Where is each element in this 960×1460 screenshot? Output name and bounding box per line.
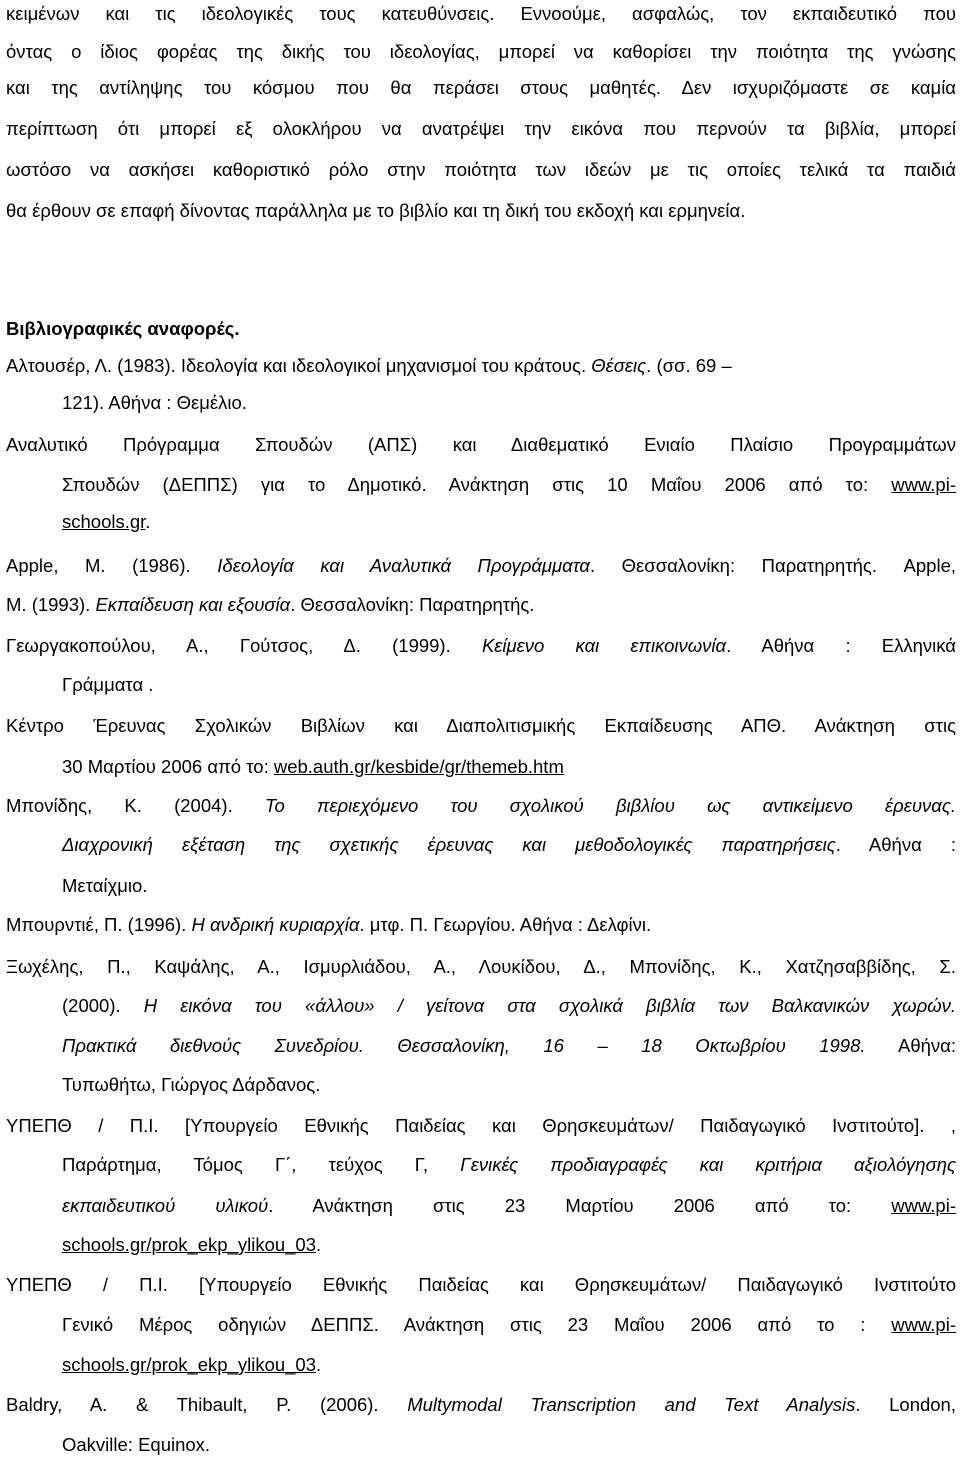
reference-althusser: Αλτουσέρ, Λ. (1983). Ιδεολογία και ιδεολογικοί μηχανισμοί του κράτους. Θέσεις. (σσ. 69 – [6,355,732,376]
reference-baldry: Baldry, A. & Thibault, P. (2006). Multymodal Transcription and Text Analysis. London, [6,1394,956,1415]
aps-link-cont[interactable]: schools.gr [62,511,146,532]
body-paragraph-line: ωστόσο να ασκήσει καθοριστικό ρόλο στην ποιότητα των ιδεών με τις οποίες τελικά τα παιδιά [6,159,956,180]
reference-ypepth-2-cont: Γενικό Μέρος οδηγιών ΔΕΠΠΣ. Ανάκτηση στις 23 Μαΐου 2006 από το : www.pi- [62,1314,956,1335]
reference-bonidis-cont: Μεταίχμιο. [62,875,148,896]
reference-apple: Apple, M. (1986). Ιδεολογία και Αναλυτικά Προγράμματα. Θεσσαλονίκη: Παρατηρητής. Apple, [6,555,956,576]
reference-baldry-cont: Oakville: Equinox. [62,1434,211,1455]
reference-aps-cont: schools.gr. [62,511,151,532]
reference-aps-cont: Σπουδών (ΔΕΠΠΣ) για το Δημοτικό. Ανάκτηση στις 10 Μαΐου 2006 από το: www.pi- [62,474,956,495]
reference-kentro-cont: 30 Μαρτίου 2006 από το: web.auth.gr/kesbide/gr/themeb.htm [62,756,564,777]
reference-ypepth-1: ΥΠΕΠΘ / Π.Ι. [Υπουργείο Εθνικής Παιδείας και Θρησκευμάτων/ Παιδαγωγικό Ινστιτούτο]. , [6,1115,956,1136]
body-paragraph-line: όντας ο ίδιος φορέας της δικής του ιδεολογίας, μπορεί να καθορίσει την ποιότητα της γνώσης [6,41,956,62]
body-paragraph-line: θα έρθουν σε επαφή δίνοντας παράλληλα με το βιβλίο και τη δική του εκδοχή και ερμηνεία. [6,200,746,221]
reference-bonidis-cont: Διαχρονική εξέταση της σχετικής έρευνας και μεθοδολογικές παρατηρήσεις. Αθήνα : [62,834,957,855]
references-heading: Βιβλιογραφικές αναφορές. [6,318,240,339]
reference-georgakopoulou: Γεωργακοπούλου, Α., Γούτσος, Δ. (1999). Κείμενο και επικοινωνία. Αθήνα : Ελληνικά [6,635,957,656]
body-paragraph-line: και της αντίληψης του κόσμου που θα περάσει στους μαθητές. Δεν ισχυριζόμαστε σε καμία [6,77,956,98]
reference-althusser-cont: 121). Αθήνα : Θεμέλιο. [62,392,247,413]
reference-ypepth-2-cont: schools.gr/prok_ekp_ylikou_03. [62,1354,322,1375]
kentro-link[interactable]: web.auth.gr/kesbide/gr/themeb.htm [273,756,564,777]
reference-xochelis: Ξωχέλης, Π., Καψάλης, Α., Ισμυρλιάδου, Α., Λουκίδου, Δ., Μπονίδης, Κ., Χατζησαββίδης, Σ. [6,956,956,977]
reference-bourdieu: Μπουρντιέ, Π. (1996). Η ανδρική κυριαρχία. μτφ. Π. Γεωργίου. Αθήνα : Δελφίνι. [6,914,652,935]
reference-kentro: Κέντρο Έρευνας Σχολικών Βιβλίων και Διαπολιτισμικής Εκπαίδευσης ΑΠΘ. Ανάκτηση στις [6,715,956,736]
ypepth-1-link[interactable]: www.pi- [891,1195,956,1216]
reference-xochelis-cont: Τυπωθήτω, Γιώργος Δάρδανος. [62,1074,321,1095]
reference-ypepth-1-cont: schools.gr/prok_ekp_ylikou_03. [62,1234,322,1255]
reference-bonidis: Μπονίδης, Κ. (2004). Το περιεχόμενο του σχολικού βιβλίου ως αντικείμενο έρευνας. [6,795,956,816]
aps-link[interactable]: www.pi- [891,474,956,495]
reference-ypepth-2: ΥΠΕΠΘ / Π.Ι. [Υπουργείο Εθνικής Παιδείας και Θρησκευμάτων/ Παιδαγωγικό Ινστιτούτο [6,1274,956,1295]
ypepth-2-link-cont[interactable]: schools.gr/prok_ekp_ylikou_03 [62,1354,317,1375]
body-paragraph-line: κειμένων και τις ιδεολογικές τους κατευθύνσεις. Εννοούμε, ασφαλώς, τον εκπαιδευτικό που [6,3,956,24]
reference-xochelis-cont: Πρακτικά διεθνούς Συνεδρίου. Θεσσαλονίκη, 16 – 18 Οκτωβρίου 1998. Αθήνα: [62,1035,957,1056]
reference-georgakopoulou-cont: Γράμματα . [62,674,154,695]
reference-ypepth-1-cont: Παράρτημα, Τόμος Γ΄, τεύχος Γ, Γενικές προδιαγραφές και κριτήρια αξιολόγησης [62,1154,956,1175]
reference-ypepth-1-cont: εκπαιδευτικού υλικού. Ανάκτηση στις 23 Μαρτίου 2006 από το: www.pi- [62,1195,956,1216]
reference-xochelis-cont: (2000). Η εικόνα του «άλλου» / γείτονα στα σχολικά βιβλία των Βαλκανικών χωρών. [62,995,956,1016]
body-paragraph-line: περίπτωση ότι μπορεί εξ ολοκλήρου να ανατρέψει την εικόνα που περνούν τα βιβλία, μπορεί [6,118,956,139]
reference-apple-cont: M. (1993). Εκπαίδευση και εξουσία. Θεσσαλονίκη: Παρατηρητής. [6,594,535,615]
ypepth-1-link-cont[interactable]: schools.gr/prok_ekp_ylikou_03 [62,1234,317,1255]
reference-aps: Αναλυτικό Πρόγραμμα Σπουδών (ΑΠΣ) και Διαθεματικό Ενιαίο Πλαίσιο Προγραμμάτων [6,434,956,455]
ypepth-2-link[interactable]: www.pi- [891,1314,956,1335]
